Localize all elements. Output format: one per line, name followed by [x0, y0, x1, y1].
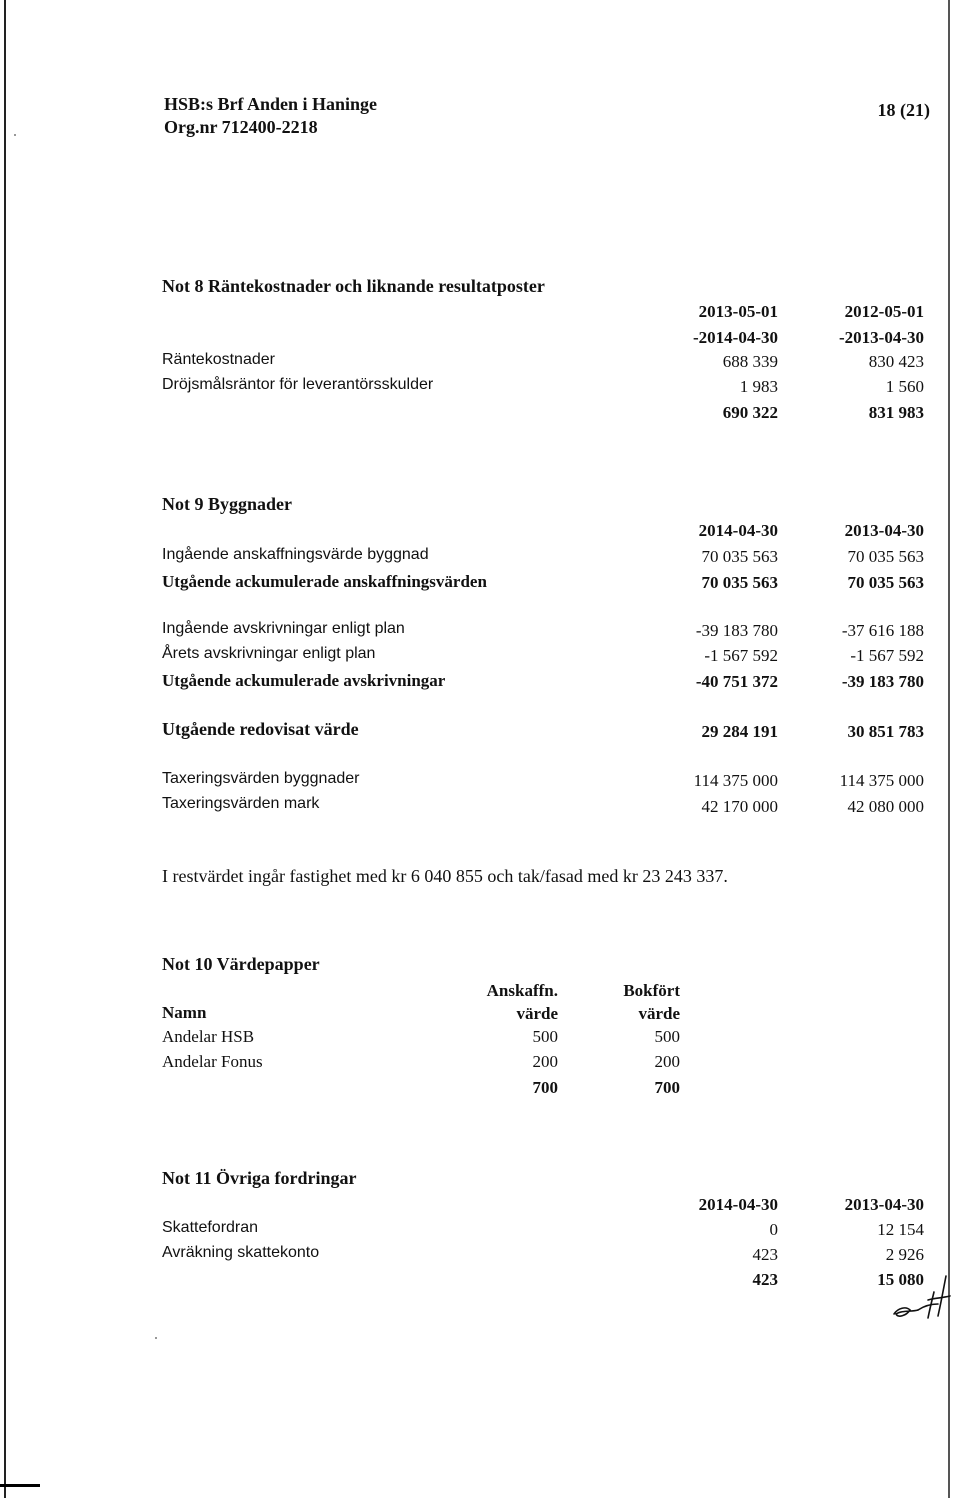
- note-10-title: Not 10 Värdepapper: [162, 954, 320, 974]
- row-label: Ingående anskaffningsvärde byggnad: [162, 546, 429, 563]
- row-label: Utgående redovisat värde: [162, 719, 359, 739]
- row-value: 200: [532, 1052, 558, 1071]
- note-9-col1-header: 2014-04-30: [698, 521, 778, 540]
- row-value: -39 183 780: [841, 672, 924, 691]
- note-8-col2-header: -2013-04-30: [839, 328, 924, 347]
- note-9-col2-header: 2013-04-30: [844, 521, 924, 540]
- total-value: 700: [532, 1078, 558, 1097]
- total-value: 15 080: [877, 1270, 924, 1289]
- row-value: 688 339: [722, 352, 778, 371]
- scan-speck: [14, 134, 16, 136]
- handwritten-initials-signature: [888, 1270, 958, 1330]
- organization-number: Org.nr 712400-2218: [164, 117, 318, 137]
- row-label: Ingående avskrivningar enligt plan: [162, 620, 405, 637]
- name-header: Namn: [162, 1003, 207, 1022]
- total-value: 690 322: [722, 403, 778, 422]
- note-8-title: Not 8 Räntekostnader och liknande resultatposter: [162, 276, 545, 296]
- note-11-col2-header: 2013-04-30: [844, 1195, 924, 1214]
- row-value: 70 035 563: [701, 573, 778, 592]
- row-value: 0: [769, 1220, 778, 1239]
- note-11-col1-header: 2014-04-30: [698, 1195, 778, 1214]
- row-value: 70 035 563: [847, 547, 924, 566]
- row-value: 1 983: [739, 377, 778, 396]
- row-value: 200: [654, 1052, 680, 1071]
- row-value: 42 080 000: [847, 797, 924, 816]
- row-value: 1 560: [885, 377, 924, 396]
- row-value: 830 423: [868, 352, 924, 371]
- row-value: -39 183 780: [695, 621, 778, 640]
- note-8-col1-header: 2013-05-01: [698, 302, 778, 321]
- row-value: 423: [752, 1245, 778, 1264]
- row-value: 500: [532, 1027, 558, 1046]
- row-value: -1 567 592: [850, 646, 924, 665]
- row-value: -37 616 188: [841, 621, 924, 640]
- row-value: -40 751 372: [695, 672, 778, 691]
- note-10-col1-header: Anskaffn.: [486, 981, 558, 1000]
- row-label: Andelar HSB: [162, 1027, 255, 1046]
- scan-speck: [155, 1337, 157, 1339]
- row-value: 30 851 783: [847, 722, 924, 741]
- organization-name: HSB:s Brf Anden i Haninge: [164, 94, 378, 114]
- total-value: 831 983: [868, 403, 924, 422]
- row-label: Årets avskrivningar enligt plan: [162, 645, 376, 662]
- row-value: 114 375 000: [839, 771, 924, 790]
- row-value: 29 284 191: [701, 722, 778, 741]
- row-value: 70 035 563: [701, 547, 778, 566]
- row-label: Utgående ackumulerade anskaffningsvärden: [162, 572, 487, 591]
- note-8-col1-header: -2014-04-30: [693, 328, 778, 347]
- row-label: Taxeringsvärden mark: [162, 795, 320, 812]
- note-11-title: Not 11 Övriga fordringar: [162, 1168, 357, 1188]
- note-10-col1-header: värde: [516, 1004, 558, 1023]
- total-value: 700: [654, 1078, 680, 1097]
- row-label: Utgående ackumulerade avskrivningar: [162, 671, 446, 690]
- row-value: -1 567 592: [704, 646, 778, 665]
- row-value: 2 926: [885, 1245, 924, 1264]
- row-value: 70 035 563: [847, 573, 924, 592]
- row-label: Dröjsmålsräntor för leverantörsskulder: [162, 376, 434, 393]
- total-value: 423: [752, 1270, 778, 1289]
- row-label: Taxeringsvärden byggnader: [162, 770, 360, 787]
- scan-edge-left: [4, 0, 6, 1498]
- note-10-col2-header: Bokfört: [623, 981, 680, 1000]
- page-number: 18 (21): [877, 100, 930, 120]
- row-label: Avräkning skattekonto: [162, 1244, 320, 1261]
- row-label: Andelar Fonus: [162, 1052, 263, 1071]
- row-value: 42 170 000: [701, 797, 778, 816]
- note-10-col2-header: värde: [638, 1004, 680, 1023]
- restvarde-note: I restvärdet ingår fastighet med kr 6 040 855 och tak/fasad med kr 23 243 337.: [162, 866, 728, 886]
- row-value: 500: [654, 1027, 680, 1046]
- scan-corner-mark: [0, 1484, 40, 1487]
- row-value: 114 375 000: [693, 771, 778, 790]
- note-9-title: Not 9 Byggnader: [162, 494, 292, 514]
- row-label: Räntekostnader: [162, 351, 275, 368]
- row-label: Skattefordran: [162, 1219, 259, 1236]
- row-value: 12 154: [877, 1220, 924, 1239]
- note-8-col2-header: 2012-05-01: [844, 302, 924, 321]
